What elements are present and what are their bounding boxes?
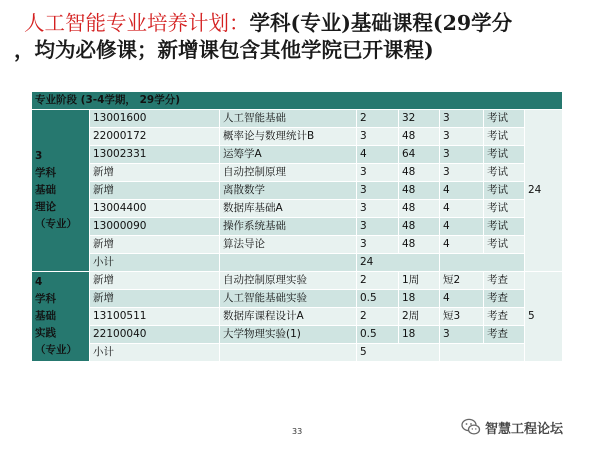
table-row xyxy=(32,200,563,218)
course-code: 22000172 xyxy=(90,128,220,146)
course-name: 运筹学A xyxy=(220,146,357,164)
course-term: 3 xyxy=(440,164,484,182)
course-hours: 2周 xyxy=(399,308,440,326)
course-name: 自动控制原理实验 xyxy=(220,272,357,290)
course-credit: 3 xyxy=(357,218,399,236)
course-credit: 2 xyxy=(357,272,399,290)
course-code: 新增 xyxy=(90,164,220,182)
course-credit: 3 xyxy=(357,128,399,146)
course-hours: 48 xyxy=(399,128,440,146)
course-exam: 考查 xyxy=(484,308,525,326)
section-label: 3 学科 基础 理论 （专业） xyxy=(32,110,90,272)
course-term: 4 xyxy=(440,200,484,218)
course-term: 3 xyxy=(440,326,484,344)
course-name: 数据库课程设计A xyxy=(220,308,357,326)
course-exam: 考试 xyxy=(484,128,525,146)
course-term: 4 xyxy=(440,290,484,308)
course-exam: 考试 xyxy=(484,218,525,236)
course-exam: 考试 xyxy=(484,110,525,128)
course-hours: 18 xyxy=(399,326,440,344)
table-header-row xyxy=(32,92,563,110)
course-credit: 3 xyxy=(357,236,399,254)
subtotal-label: 小计 xyxy=(90,254,220,272)
subtotal-blank xyxy=(440,254,525,272)
course-hours: 48 xyxy=(399,200,440,218)
table-row xyxy=(32,326,563,344)
title-rest: 学科(专业)基础课程(29学分 xyxy=(249,11,513,35)
course-term: 4 xyxy=(440,236,484,254)
page-number: 33 xyxy=(292,427,303,436)
course-name: 数据库基础A xyxy=(220,200,357,218)
course-name: 概率论与数理统计B xyxy=(220,128,357,146)
course-credit: 0.5 xyxy=(357,290,399,308)
course-credit: 2 xyxy=(357,110,399,128)
course-term: 4 xyxy=(440,182,484,200)
table-row xyxy=(32,272,563,290)
course-name: 算法导论 xyxy=(220,236,357,254)
table-row xyxy=(32,110,563,128)
course-code: 13002331 xyxy=(90,146,220,164)
course-hours: 32 xyxy=(399,110,440,128)
course-credit: 2 xyxy=(357,308,399,326)
course-table xyxy=(31,91,563,362)
wechat-icon xyxy=(461,418,481,436)
subtotal-blank xyxy=(220,344,357,362)
table-row xyxy=(32,146,563,164)
course-hours: 64 xyxy=(399,146,440,164)
course-name: 操作系统基础 xyxy=(220,218,357,236)
course-credit: 3 xyxy=(357,200,399,218)
section-label: 4 学科 基础 实践 （专业） xyxy=(32,272,90,362)
table-row xyxy=(32,128,563,146)
watermark-label: 智慧工程论坛 xyxy=(485,421,564,437)
course-code: 新增 xyxy=(90,236,220,254)
course-exam: 考试 xyxy=(484,164,525,182)
course-name: 人工智能基础 xyxy=(220,110,357,128)
section-total: 5 xyxy=(525,272,563,362)
subtotal-value: 24 xyxy=(357,254,440,272)
table-row xyxy=(32,308,563,326)
watermark xyxy=(461,418,563,436)
slide-title xyxy=(14,10,594,64)
course-hours: 1周 xyxy=(399,272,440,290)
course-code: 新增 xyxy=(90,272,220,290)
course-code: 新增 xyxy=(90,182,220,200)
course-code: 13001600 xyxy=(90,110,220,128)
course-exam: 考查 xyxy=(484,290,525,308)
course-credit: 4 xyxy=(357,146,399,164)
course-exam: 考试 xyxy=(484,236,525,254)
course-name: 人工智能基础实验 xyxy=(220,290,357,308)
title-line2: ，均为必修课；新增课包含其他学院已开课程) xyxy=(14,38,434,62)
section-total: 24 xyxy=(525,110,563,272)
course-term: 4 xyxy=(440,218,484,236)
course-name: 大学物理实验(1) xyxy=(220,326,357,344)
title-lead: 人工智能专业培养计划： xyxy=(24,11,250,35)
subtotal-row xyxy=(32,254,563,272)
subtotal-row xyxy=(32,344,563,362)
course-code: 新增 xyxy=(90,290,220,308)
course-hours: 48 xyxy=(399,218,440,236)
course-name: 离散数学 xyxy=(220,182,357,200)
table-row xyxy=(32,182,563,200)
course-code: 13000090 xyxy=(90,218,220,236)
course-term: 3 xyxy=(440,128,484,146)
course-name: 自动控制原理 xyxy=(220,164,357,182)
course-exam: 考试 xyxy=(484,200,525,218)
course-term: 短3 xyxy=(440,308,484,326)
subtotal-blank xyxy=(220,254,357,272)
course-code: 22100040 xyxy=(90,326,220,344)
course-term: 3 xyxy=(440,110,484,128)
course-credit: 3 xyxy=(357,182,399,200)
course-hours: 48 xyxy=(399,164,440,182)
subtotal-value: 5 xyxy=(357,344,440,362)
course-code: 13100511 xyxy=(90,308,220,326)
course-credit: 3 xyxy=(357,164,399,182)
table-row xyxy=(32,236,563,254)
subtotal-label: 小计 xyxy=(90,344,220,362)
course-exam: 考查 xyxy=(484,272,525,290)
course-exam: 考试 xyxy=(484,146,525,164)
course-term: 短2 xyxy=(440,272,484,290)
course-exam: 考试 xyxy=(484,182,525,200)
course-credit: 0.5 xyxy=(357,326,399,344)
course-hours: 48 xyxy=(399,182,440,200)
course-exam: 考查 xyxy=(484,326,525,344)
table-header-cell: 专业阶段 (3-4学期， 29学分) xyxy=(32,92,563,110)
table-row xyxy=(32,290,563,308)
course-hours: 48 xyxy=(399,236,440,254)
table-row xyxy=(32,218,563,236)
course-code: 13004400 xyxy=(90,200,220,218)
course-term: 3 xyxy=(440,146,484,164)
table-row xyxy=(32,164,563,182)
course-hours: 18 xyxy=(399,290,440,308)
subtotal-blank xyxy=(440,344,525,362)
